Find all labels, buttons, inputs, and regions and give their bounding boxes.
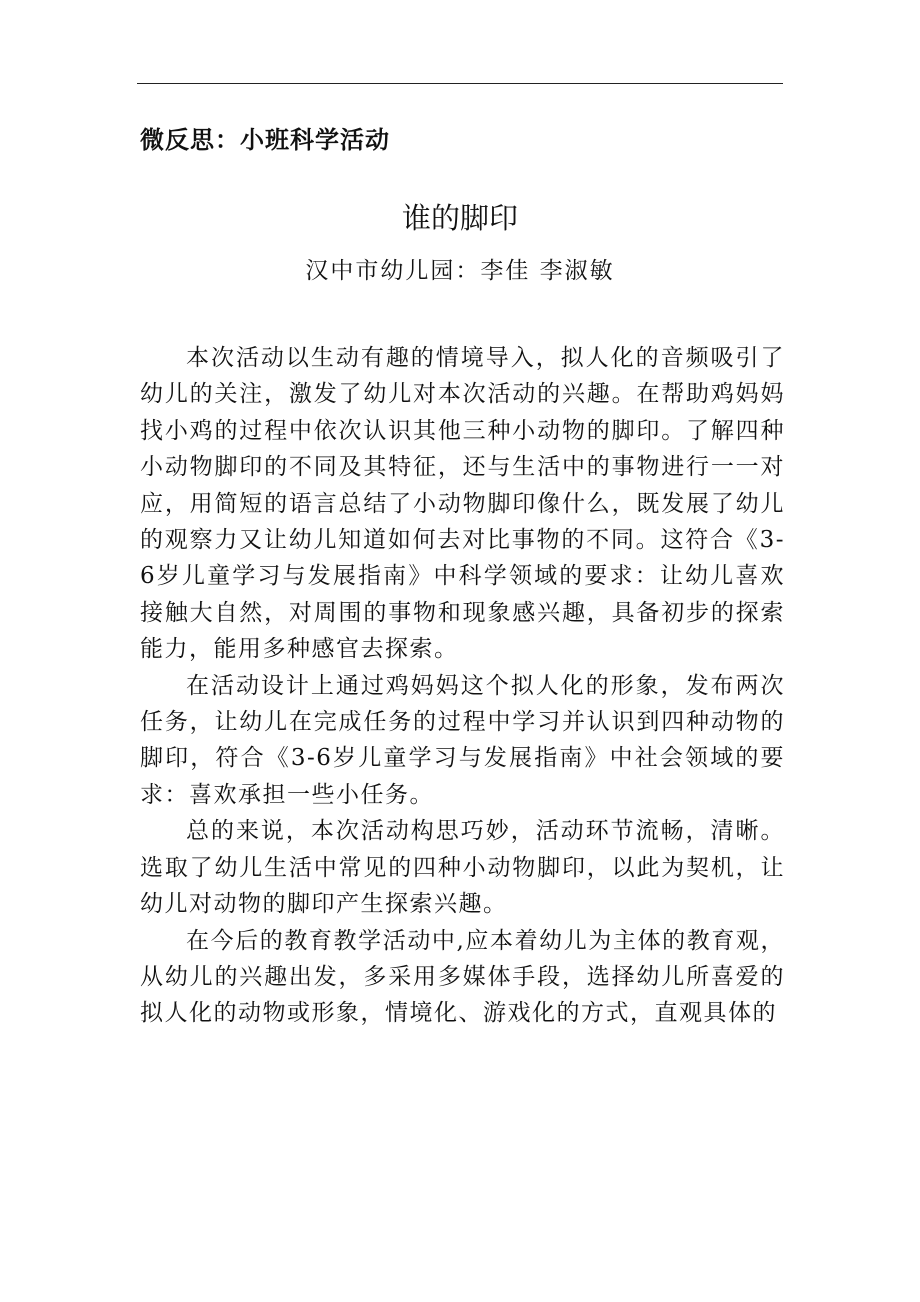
section-label: 微反思：小班科学活动 — [140, 126, 390, 154]
body-paragraph: 本次活动以生动有趣的情境导入，拟人化的音频吸引了幼儿的关注，激发了幼儿对本次活动的兴趣。在帮助鸡妈妈找小鸡的过程中依次认识其他三种小动物的脚印。了解四种小动物脚印的不同及其特征，还与生活中的事物进行一一对应，用简短的语言总结了小动物脚印像什么，既发展了幼儿的观察力又让幼儿知道如何去对比事物的不同。这符合《3-6岁儿童学习与发展指南》中科学领域的要求：让幼儿喜欢接触大自然，对周围的事物和现象感兴趣，具备初步的探索能力，能用多种感官去探索。 — [140, 345, 785, 663]
document-title: 谁的脚印 — [401, 201, 518, 235]
document-author: 汉中市幼儿园：李佳 李淑敏 — [305, 258, 615, 284]
body-paragraph: 在今后的教育教学活动中,应本着幼儿为主体的教育观，从幼儿的兴趣出发，多采用多媒体手段，选择幼儿所喜爱的拟人化的动物或形象，情境化、游戏化的方式，直观具体的 — [140, 927, 785, 1027]
body-paragraph: 总的来说，本次活动构思巧妙，活动环节流畅，清晰。选取了幼儿生活中常见的四种小动物脚印，以此为契机，让幼儿对动物的脚印产生探索兴趣。 — [140, 818, 785, 918]
body-paragraph: 在活动设计上通过鸡妈妈这个拟人化的形象，发布两次任务，让幼儿在完成任务的过程中学习并认识到四种动物的脚印，符合《3-6岁儿童学习与发展指南》中社会领域的要求：喜欢承担一些小任务。 — [140, 672, 785, 808]
document-body — [140, 340, 785, 1032]
header-rule — [137, 83, 783, 84]
